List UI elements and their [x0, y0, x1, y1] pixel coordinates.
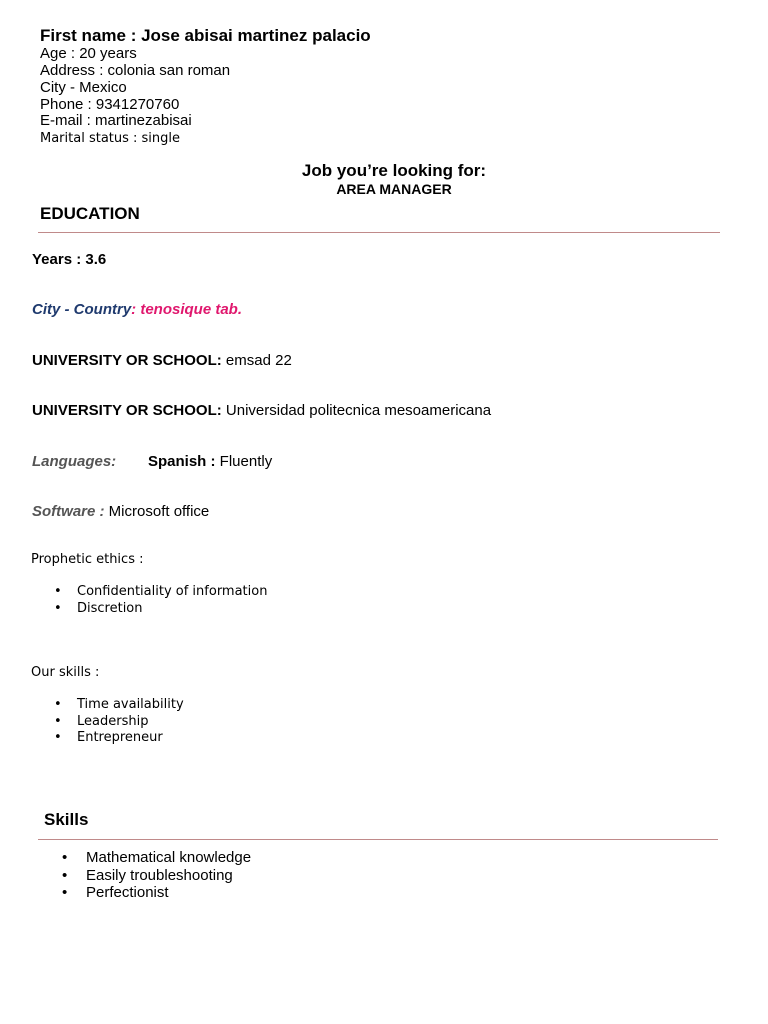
languages: [32, 453, 116, 470]
list-item: • Perfectionist: [40, 884, 251, 902]
our-skills-heading: Our skills :: [31, 665, 100, 680]
education-heading: EDUCATION: [40, 204, 140, 223]
city-country: [32, 301, 242, 318]
job-title: Job you’re looking for:: [301, 161, 487, 180]
school-2: [32, 402, 491, 419]
ethics-heading: Prophetic ethics :: [31, 552, 144, 567]
address: Address : colonia san roman: [40, 62, 231, 79]
list-item: • Easily troubleshooting: [40, 867, 251, 885]
school-2-value: Universidad politecnica mesoamericana: [221, 402, 492, 419]
city-country-label: City - Country: [32, 301, 132, 318]
school-2-label: UNIVERSITY OR SCHOOL:: [32, 402, 222, 419]
list-item: • Time availability: [32, 697, 184, 714]
list-item: • Discretion: [32, 601, 267, 618]
list-item: • Leadership: [32, 714, 184, 731]
our-skills-list: [32, 697, 184, 747]
software-value: Microsoft office: [104, 503, 210, 520]
job-position: AREA MANAGER: [336, 181, 452, 197]
years: Years : 3.6: [32, 251, 107, 268]
skills-divider: [38, 839, 718, 840]
software-label: Software :: [32, 503, 105, 520]
skills-heading: Skills: [44, 810, 89, 829]
city-country-value: : tenosique tab.: [131, 301, 243, 318]
school-1: [32, 352, 292, 369]
age: Age : 20 years: [40, 45, 137, 62]
language-level: Fluently: [215, 453, 273, 470]
school-1-value: emsad 22: [221, 352, 292, 369]
phone: Phone : 9341270760: [40, 96, 180, 113]
marital-status: Marital status : single: [40, 131, 181, 146]
language-entry: [148, 453, 272, 470]
city: City - Mexico: [40, 79, 127, 96]
skills-list: [40, 849, 251, 902]
first-name: First name : Jose abisai martinez palacio: [40, 26, 371, 45]
list-item: • Mathematical knowledge: [40, 849, 251, 867]
languages-label: Languages:: [32, 453, 117, 470]
ethics-list: [32, 584, 267, 617]
school-1-label: UNIVERSITY OR SCHOOL:: [32, 352, 222, 369]
education-divider: [38, 232, 720, 233]
email: E-mail : martinezabisai: [40, 112, 192, 129]
list-item: • Confidentiality of information: [32, 584, 267, 601]
language-name: Spanish :: [148, 453, 216, 470]
list-item: • Entrepreneur: [32, 730, 184, 747]
software: [32, 503, 209, 520]
